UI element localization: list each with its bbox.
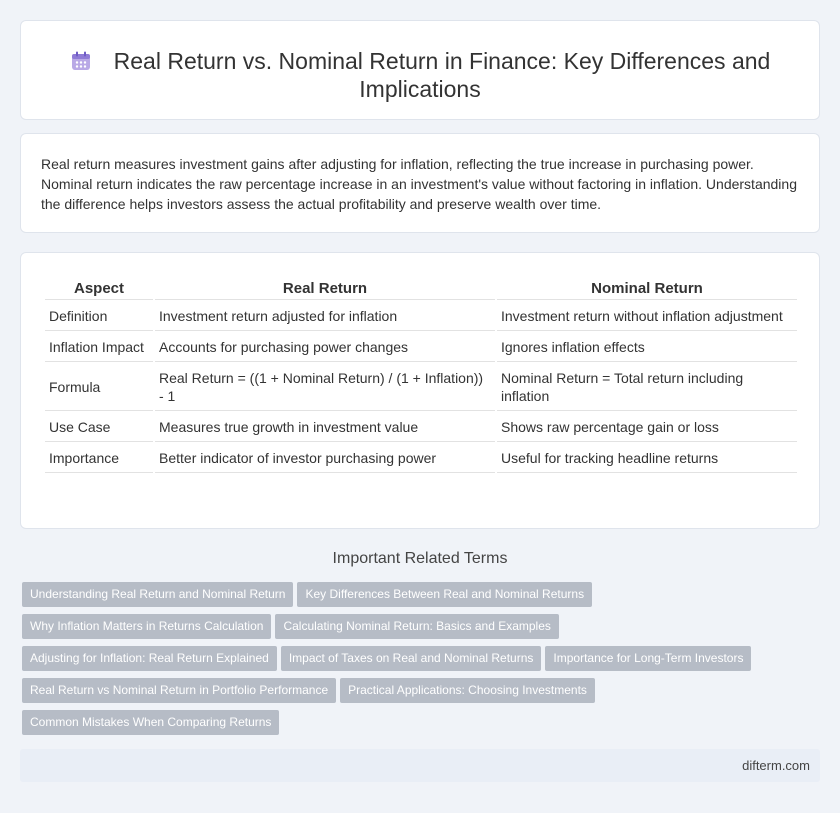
table-cell: Formula bbox=[45, 364, 153, 411]
tag-row bbox=[22, 582, 802, 614]
table-cell: Useful for tracking headline returns bbox=[497, 444, 797, 473]
table-cell: Better indicator of investor purchasing power bbox=[155, 444, 495, 473]
tag-row bbox=[22, 614, 802, 646]
related-term-tag[interactable]: Common Mistakes When Comparing Returns bbox=[22, 710, 279, 735]
intro-card bbox=[20, 133, 820, 233]
table-cell: Investment return adjusted for inflation bbox=[155, 302, 495, 331]
table-cell: Nominal Return = Total return including inflation bbox=[497, 364, 797, 411]
tag-row bbox=[22, 678, 802, 710]
related-term-tag[interactable]: Why Inflation Matters in Returns Calculation bbox=[22, 614, 271, 639]
column-header-real-return: Real Return bbox=[155, 275, 495, 300]
tag-row bbox=[22, 646, 802, 678]
related-term-tag[interactable]: Calculating Nominal Return: Basics and Examples bbox=[275, 614, 558, 639]
table-cell: Definition bbox=[45, 302, 153, 331]
table-row bbox=[45, 364, 797, 411]
table-cell: Importance bbox=[45, 444, 153, 473]
tag-row bbox=[22, 710, 802, 742]
table-cell: Measures true growth in investment value bbox=[155, 413, 495, 442]
related-term-tag[interactable]: Impact of Taxes on Real and Nominal Returns bbox=[281, 646, 542, 671]
related-term-tag[interactable]: Understanding Real Return and Nominal Return bbox=[22, 582, 293, 607]
table-cell: Shows raw percentage gain or loss bbox=[497, 413, 797, 442]
table-cell: Inflation Impact bbox=[45, 333, 153, 362]
related-terms-list bbox=[22, 582, 802, 742]
table-row bbox=[45, 413, 797, 442]
intro-text: Real return measures investment gains after adjusting for inflation, reflecting the true increase in purchasing power. Nominal return indicates the raw percentage increase in an investment's value without factoring in inflation. Understanding the difference helps investors assess the actual profitability and preserve wealth over time. bbox=[41, 156, 797, 212]
related-term-tag[interactable]: Importance for Long-Term Investors bbox=[545, 646, 751, 671]
related-term-tag[interactable]: Key Differences Between Real and Nominal Returns bbox=[297, 582, 592, 607]
table-cell: Investment return without inflation adjustment bbox=[497, 302, 797, 331]
table-cell: Ignores inflation effects bbox=[497, 333, 797, 362]
table-row bbox=[45, 302, 797, 331]
table-cell: Real Return = ((1 + Nominal Return) / (1 + Inflation)) - 1 bbox=[155, 364, 495, 411]
table-row bbox=[45, 333, 797, 362]
calendar-icon bbox=[70, 50, 92, 72]
footer-site-link[interactable]: difterm.com bbox=[742, 758, 810, 773]
related-term-tag[interactable]: Practical Applications: Choosing Investments bbox=[340, 678, 595, 703]
table-row bbox=[45, 444, 797, 473]
table-cell: Accounts for purchasing power changes bbox=[155, 333, 495, 362]
header-card bbox=[20, 20, 820, 120]
table-header-row bbox=[45, 275, 797, 300]
comparison-table-card bbox=[20, 252, 820, 529]
page-title: Real Return vs. Nominal Return in Finance: Key Differences and Implications bbox=[113, 48, 771, 102]
related-term-tag[interactable]: Adjusting for Inflation: Real Return Explained bbox=[22, 646, 277, 671]
table-cell: Use Case bbox=[45, 413, 153, 442]
comparison-table bbox=[43, 273, 799, 475]
column-header-aspect: Aspect bbox=[45, 275, 153, 300]
footer bbox=[20, 749, 820, 782]
related-term-tag[interactable]: Real Return vs Nominal Return in Portfolio Performance bbox=[22, 678, 336, 703]
related-terms-title: Important Related Terms bbox=[332, 550, 508, 567]
column-header-nominal-return: Nominal Return bbox=[497, 275, 797, 300]
